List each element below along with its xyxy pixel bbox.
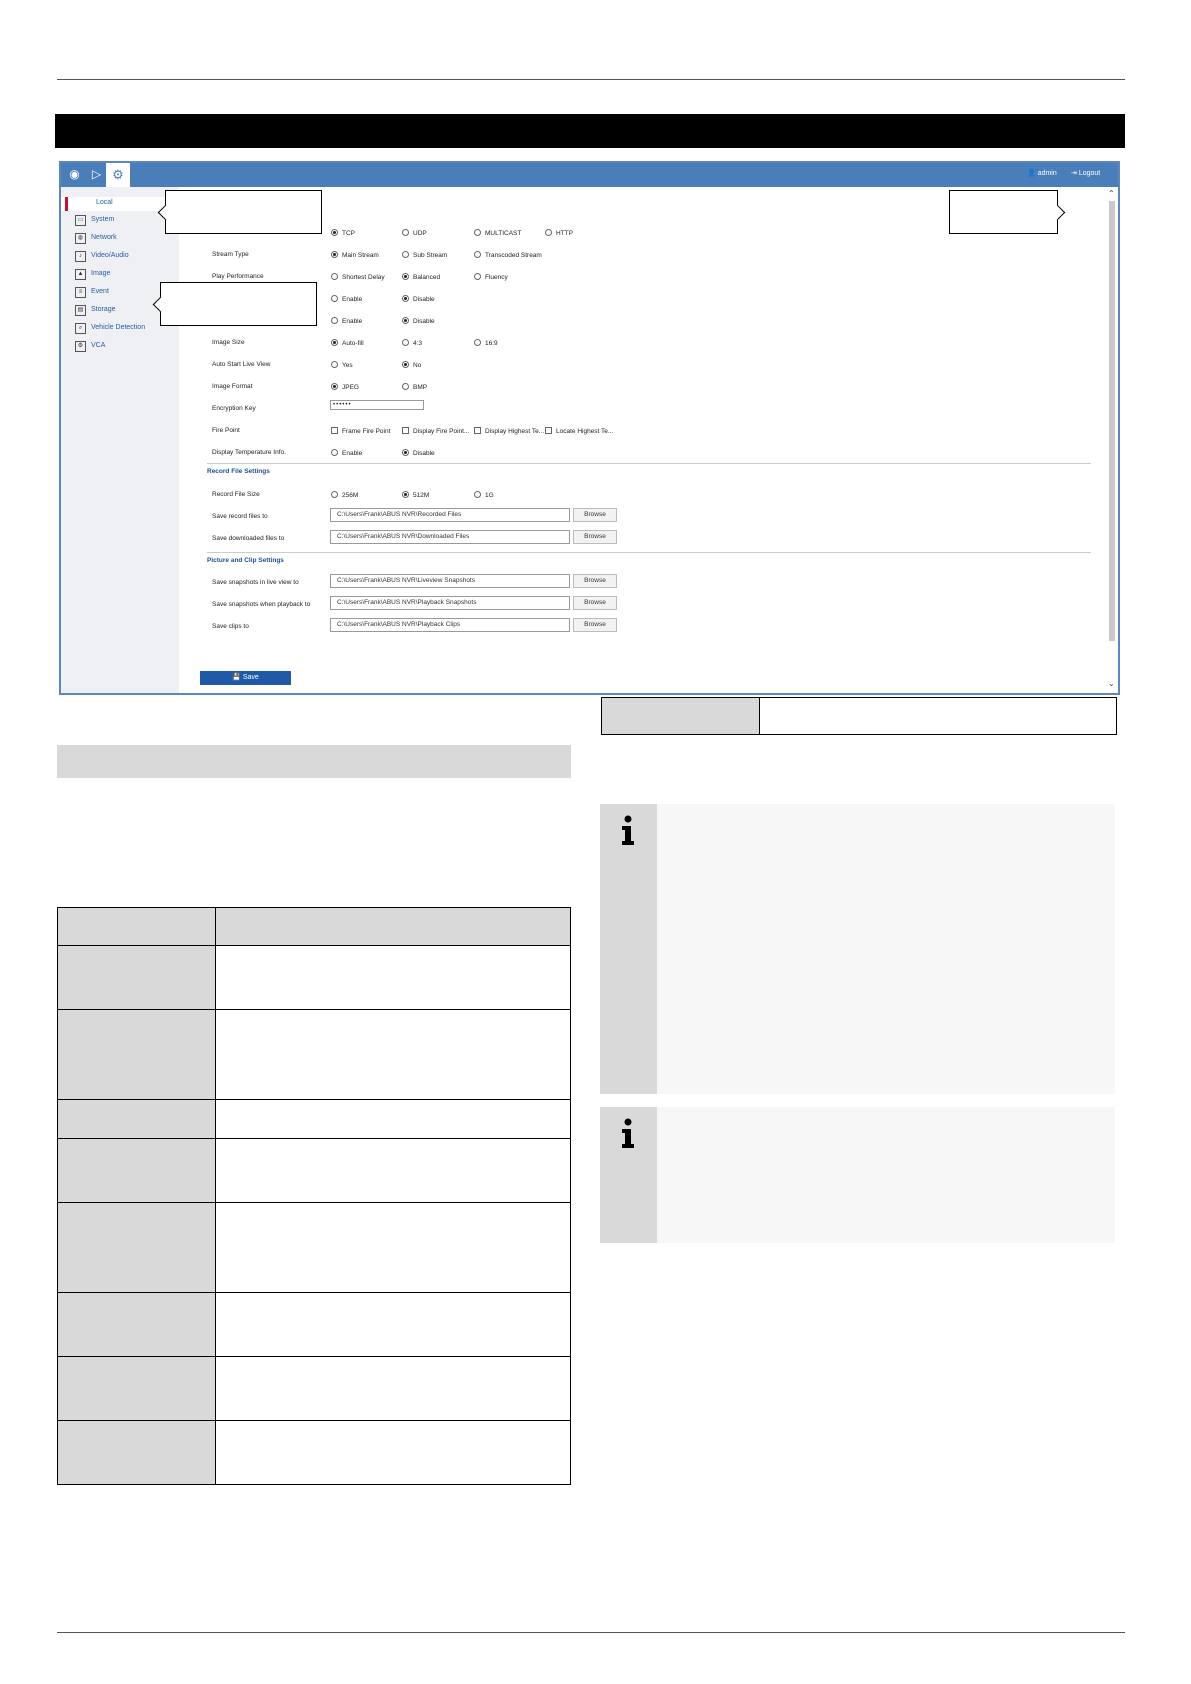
radio-row5-disable[interactable]: Disable	[402, 317, 435, 325]
radio-yes[interactable]: Yes	[331, 361, 353, 369]
save-liveview-snapshots-label: Save snapshots in live view to	[212, 579, 299, 586]
sidebar-menu	[61, 187, 179, 695]
play-performance-label: Play Performance	[212, 273, 264, 280]
user-label: admin	[1037, 170, 1057, 177]
event-icon: ≡	[75, 287, 86, 298]
liveview-snapshots-path-input[interactable]: C:\Users\Frank\ABUS NVR\Liveview Snapshots	[330, 574, 570, 588]
save-button-label: Save	[242, 674, 259, 681]
table-row	[58, 1203, 571, 1293]
fire-point-label: Fire Point	[212, 427, 240, 434]
radio-4-3[interactable]: 4:3	[402, 339, 422, 347]
vca-icon: ⚙	[75, 341, 86, 352]
sidebar-item-image[interactable]	[61, 268, 179, 282]
playback-icon[interactable]: ▷	[91, 167, 102, 181]
table-row	[58, 1421, 571, 1485]
sidebar-item-label: Vehicle Detection	[91, 324, 146, 331]
configuration-icon[interactable]: ⚙	[106, 163, 130, 187]
sidebar-item-network[interactable]	[61, 232, 179, 246]
record-file-settings-title: Record File Settings	[207, 468, 270, 475]
radio-multicast[interactable]: MULTICAST	[474, 229, 521, 237]
logout-label: Logout	[1078, 170, 1101, 177]
sidebar-item-label: Event	[91, 288, 109, 295]
sidebar-item-label: VCA	[91, 342, 106, 349]
info-note-box	[600, 804, 1115, 1094]
system-icon: ▭	[75, 215, 86, 226]
clips-path-input[interactable]: C:\Users\Frank\ABUS NVR\Playback Clips	[330, 618, 570, 632]
live-view-icon[interactable]: ◉	[69, 167, 80, 181]
encryption-key-input[interactable]: ••••••	[330, 400, 424, 410]
image-format-label: Image Format	[212, 383, 253, 390]
radio-sub-stream[interactable]: Sub Stream	[402, 251, 447, 259]
save-disk-icon: 💾	[232, 674, 243, 681]
radio-256m[interactable]: 256M	[331, 491, 358, 499]
radio-temp-disable[interactable]: Disable	[402, 449, 435, 457]
left-section-header-bar	[57, 745, 571, 778]
browse-button[interactable]: Browse	[573, 508, 617, 522]
auto-start-label: Auto Start Live View	[212, 361, 271, 368]
record-file-size-label: Record File Size	[212, 491, 260, 498]
section-header-bar	[55, 114, 1125, 148]
video-audio-icon: ♪	[75, 251, 86, 262]
radio-shortest-delay[interactable]: Shortest Delay	[331, 273, 385, 281]
radio-balanced[interactable]: Balanced	[402, 273, 440, 281]
checkbox-display-fire-point[interactable]: Display Fire Point...	[402, 427, 469, 435]
browse-button[interactable]: Browse	[573, 596, 617, 610]
radio-no[interactable]: No	[402, 361, 421, 369]
parameter-table	[57, 907, 571, 1485]
callout-box-left-mid	[160, 282, 317, 326]
radio-udp[interactable]: UDP	[402, 229, 427, 237]
sidebar-item-label: Image	[91, 270, 111, 277]
browse-button[interactable]: Browse	[573, 574, 617, 588]
browse-button[interactable]: Browse	[573, 530, 617, 544]
section-divider	[207, 463, 1091, 464]
checkbox-locate-highest-temp[interactable]: Locate Highest Te...	[545, 427, 613, 435]
save-clips-label: Save clips to	[212, 623, 249, 630]
top-navigation-bar	[61, 163, 1118, 187]
radio-tcp[interactable]: TCP	[331, 229, 355, 237]
table-row	[58, 1293, 571, 1357]
radio-fluency[interactable]: Fluency	[474, 273, 508, 281]
top-rule	[57, 79, 1125, 80]
checkbox-display-highest-temp[interactable]: Display Highest Te...	[474, 427, 544, 435]
radio-temp-enable[interactable]: Enable	[331, 449, 362, 457]
sidebar-item-label: Storage	[91, 306, 116, 313]
save-record-files-label: Save record files to	[212, 513, 268, 520]
table-row	[58, 1357, 571, 1421]
radio-row4-enable[interactable]: Enable	[331, 295, 362, 303]
admin-user[interactable]: 👤 admin	[1027, 170, 1057, 177]
save-playback-snapshots-label: Save snapshots when playback to	[212, 601, 311, 608]
checkbox-frame-fire-point[interactable]: Frame Fire Point	[331, 427, 390, 435]
sidebar-item-vca[interactable]	[61, 340, 179, 354]
network-icon: ◍	[75, 233, 86, 244]
save-downloaded-files-label: Save downloaded files to	[212, 535, 285, 542]
right-section-header-label-cell	[602, 698, 760, 734]
vertical-scrollbar[interactable]	[1106, 187, 1118, 695]
sidebar-item-label: System	[91, 216, 115, 223]
logout-link[interactable]: ⇥ Logout	[1071, 170, 1101, 177]
info-icon	[616, 814, 640, 846]
radio-auto-fill[interactable]: Auto-fill	[331, 339, 364, 347]
table-row	[58, 1010, 571, 1100]
callout-box-right-top	[949, 190, 1058, 234]
picture-clip-settings-title: Picture and Clip Settings	[207, 557, 284, 564]
section-divider	[207, 552, 1091, 553]
web-interface-screenshot	[59, 161, 1120, 695]
scrollbar-thumb[interactable]	[1109, 201, 1115, 641]
downloaded-files-path-input[interactable]: C:\Users\Frank\ABUS NVR\Downloaded Files	[330, 530, 570, 544]
image-size-label: Image Size	[212, 339, 245, 346]
storage-icon: ▤	[75, 305, 86, 316]
vehicle-detection-icon: ⌕	[75, 323, 86, 334]
image-icon: ▲	[75, 269, 86, 280]
info-note-box	[600, 1107, 1115, 1243]
sidebar-item-label: Network	[91, 234, 117, 241]
table-row	[58, 1100, 571, 1139]
sidebar-item-label: Local	[96, 199, 113, 206]
bottom-rule	[57, 1632, 1125, 1633]
playback-snapshots-path-input[interactable]: C:\Users\Frank\ABUS NVR\Playback Snapshots	[330, 596, 570, 610]
table-row	[58, 1139, 571, 1203]
radio-row4-disable[interactable]: Disable	[402, 295, 435, 303]
browse-button[interactable]: Browse	[573, 618, 617, 632]
scroll-up-icon[interactable]: ⌃	[1108, 189, 1115, 198]
stream-type-label: Stream Type	[212, 251, 249, 258]
radio-512m[interactable]: 512M	[402, 491, 429, 499]
radio-row5-enable[interactable]: Enable	[331, 317, 362, 325]
local-settings-panel	[179, 187, 1120, 695]
radio-16-9[interactable]: 16:9	[474, 339, 498, 347]
radio-http[interactable]: HTTP	[545, 229, 573, 237]
radio-main-stream[interactable]: Main Stream	[331, 251, 379, 259]
display-temp-label: Display Temperature Info.	[212, 449, 286, 456]
table-header-row	[58, 908, 571, 946]
encryption-key-label: Encryption Key	[212, 405, 256, 412]
record-files-path-input[interactable]: C:\Users\Frank\ABUS NVR\Recorded Files	[330, 508, 570, 522]
info-icon	[616, 1117, 640, 1149]
callout-box-left-top	[165, 190, 322, 234]
save-button[interactable]	[200, 671, 291, 685]
sidebar-item-video-audio[interactable]	[61, 250, 179, 264]
sidebar-item-label: Video/Audio	[91, 252, 129, 259]
table-row	[58, 946, 571, 1010]
radio-transcoded-stream[interactable]: Transcoded Stream	[474, 251, 542, 259]
right-section-header-box	[601, 697, 1117, 735]
radio-1g[interactable]: 1G	[474, 491, 494, 499]
radio-bmp[interactable]: BMP	[402, 383, 427, 391]
scroll-down-icon[interactable]: ⌄	[1108, 679, 1115, 688]
selected-indicator	[65, 197, 68, 211]
radio-jpeg[interactable]: JPEG	[331, 383, 359, 391]
